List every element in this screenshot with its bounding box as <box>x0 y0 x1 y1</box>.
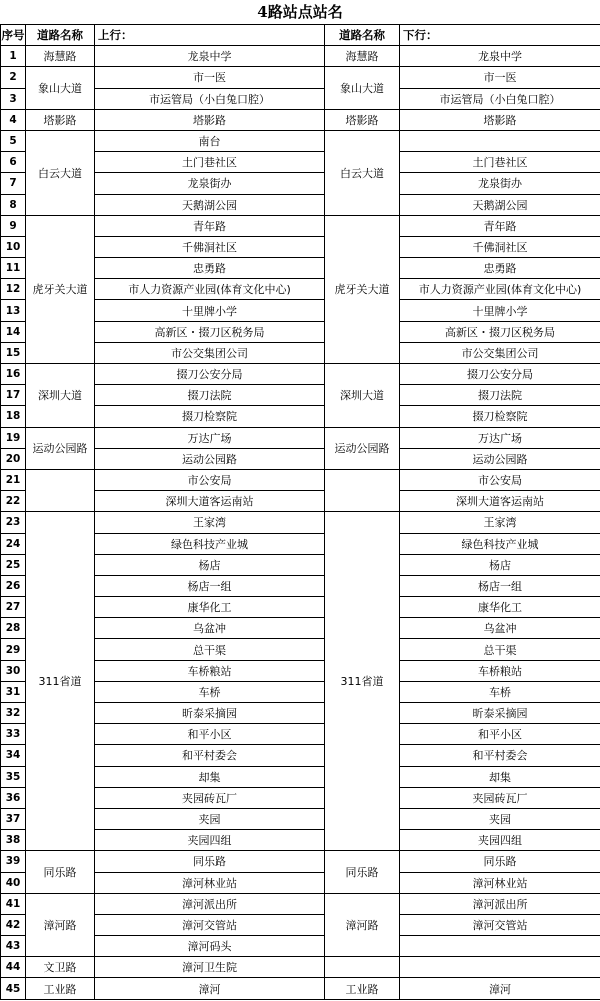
station-down: 掇刀法院 <box>400 385 600 406</box>
road-name-down: 同乐路 <box>325 851 400 893</box>
row-seq: 7 <box>1 173 26 194</box>
station-down: 市一医 <box>400 67 600 88</box>
station-down: 万达广场 <box>400 427 600 448</box>
station-down: 龙泉中学 <box>400 46 600 67</box>
road-name-down: 象山大道 <box>325 67 400 109</box>
station-down: 和平村委会 <box>400 745 600 766</box>
header-row <box>1 25 600 46</box>
row-seq: 41 <box>1 893 26 914</box>
station-up: 千佛洞社区 <box>95 236 325 257</box>
row-seq: 27 <box>1 597 26 618</box>
road-name-down: 深圳大道 <box>325 364 400 428</box>
row-seq: 18 <box>1 406 26 427</box>
station-up: 十里牌小学 <box>95 300 325 321</box>
row-seq: 34 <box>1 745 26 766</box>
row-seq: 22 <box>1 491 26 512</box>
row-seq: 11 <box>1 258 26 279</box>
station-down: 高新区・掇刀区税务局 <box>400 321 600 342</box>
station-up: 漳河派出所 <box>95 893 325 914</box>
table-row <box>1 215 600 236</box>
row-seq: 5 <box>1 130 26 151</box>
station-up: 杨店 <box>95 554 325 575</box>
station-down: 天鹅湖公园 <box>400 194 600 215</box>
header-down: 下行： <box>400 25 600 46</box>
road-name-down: 运动公园路 <box>325 427 400 469</box>
row-seq: 43 <box>1 936 26 957</box>
station-up: 市公安局 <box>95 469 325 490</box>
station-up: 运动公园路 <box>95 448 325 469</box>
road-name-down: 海慧路 <box>325 46 400 67</box>
road-name-down <box>325 957 400 978</box>
header-road-down: 道路名称 <box>325 25 400 46</box>
station-down: 掇刀检察院 <box>400 406 600 427</box>
station-down: 十里牌小学 <box>400 300 600 321</box>
station-down <box>400 957 600 978</box>
station-down: 市人力资源产业园(体育文化中心) <box>400 279 600 300</box>
table-row <box>1 67 600 88</box>
road-name-up: 象山大道 <box>26 67 95 109</box>
station-down: 却集 <box>400 766 600 787</box>
row-seq: 25 <box>1 554 26 575</box>
station-down: 龙泉街办 <box>400 173 600 194</box>
road-name-down: 漳河路 <box>325 893 400 957</box>
station-up: 掇刀法院 <box>95 385 325 406</box>
row-seq: 19 <box>1 427 26 448</box>
row-seq: 1 <box>1 46 26 67</box>
row-seq: 45 <box>1 978 26 999</box>
station-up: 龙泉中学 <box>95 46 325 67</box>
row-seq: 6 <box>1 152 26 173</box>
station-up: 龙泉街办 <box>95 173 325 194</box>
row-seq: 40 <box>1 872 26 893</box>
road-name-down: 311省道 <box>325 512 400 851</box>
station-up: 塔影路 <box>95 109 325 130</box>
station-up: 漳河交管站 <box>95 914 325 935</box>
station-down: 忠勇路 <box>400 258 600 279</box>
station-up: 和平小区 <box>95 724 325 745</box>
station-down: 深圳大道客运南站 <box>400 491 600 512</box>
station-down: 市公交集团公司 <box>400 342 600 363</box>
station-down: 漳河 <box>400 978 600 999</box>
station-up: 深圳大道客运南站 <box>95 491 325 512</box>
station-up: 忠勇路 <box>95 258 325 279</box>
station-down: 千佛洞社区 <box>400 236 600 257</box>
station-up: 车桥 <box>95 681 325 702</box>
station-up: 掇刀检察院 <box>95 406 325 427</box>
station-down: 漳河林业站 <box>400 872 600 893</box>
road-name-up: 虎牙关大道 <box>26 215 95 363</box>
road-name-up: 文卫路 <box>26 957 95 978</box>
station-up: 高新区・掇刀区税务局 <box>95 321 325 342</box>
station-down: 市运管局（小白兔口腔） <box>400 88 600 109</box>
station-down: 漳河交管站 <box>400 914 600 935</box>
road-name-up: 311省道 <box>26 512 95 851</box>
row-seq: 29 <box>1 639 26 660</box>
header-up: 上行： <box>95 25 325 46</box>
station-up: 夹园砖瓦厂 <box>95 787 325 808</box>
road-name-up: 海慧路 <box>26 46 95 67</box>
row-seq: 21 <box>1 469 26 490</box>
station-down: 车桥 <box>400 681 600 702</box>
table-row <box>1 512 600 533</box>
row-seq: 24 <box>1 533 26 554</box>
station-down: 运动公园路 <box>400 448 600 469</box>
road-name-down: 虎牙关大道 <box>325 215 400 363</box>
table-row <box>1 427 600 448</box>
station-down: 总干渠 <box>400 639 600 660</box>
row-seq: 3 <box>1 88 26 109</box>
row-seq: 30 <box>1 660 26 681</box>
table-row <box>1 109 600 130</box>
station-up: 总干渠 <box>95 639 325 660</box>
row-seq: 20 <box>1 448 26 469</box>
table-row <box>1 957 600 978</box>
row-seq: 26 <box>1 575 26 596</box>
row-seq: 42 <box>1 914 26 935</box>
station-up: 却集 <box>95 766 325 787</box>
station-down: 夹园 <box>400 808 600 829</box>
station-up: 掇刀公安分局 <box>95 364 325 385</box>
row-seq: 14 <box>1 321 26 342</box>
road-name-up: 漳河路 <box>26 893 95 957</box>
table-row <box>1 978 600 999</box>
station-down: 掇刀公安分局 <box>400 364 600 385</box>
road-name-down: 白云大道 <box>325 130 400 215</box>
station-up: 夹园 <box>95 808 325 829</box>
station-down: 车桥粮站 <box>400 660 600 681</box>
row-seq: 39 <box>1 851 26 872</box>
station-up: 漳河林业站 <box>95 872 325 893</box>
road-name-down: 塔影路 <box>325 109 400 130</box>
road-name-down: 工业路 <box>325 978 400 999</box>
station-down: 夹园四组 <box>400 830 600 851</box>
row-seq: 36 <box>1 787 26 808</box>
station-down: 杨店 <box>400 554 600 575</box>
table-row <box>1 364 600 385</box>
station-table <box>0 24 600 1000</box>
row-seq: 44 <box>1 957 26 978</box>
row-seq: 35 <box>1 766 26 787</box>
road-name-up <box>26 469 95 511</box>
row-seq: 12 <box>1 279 26 300</box>
row-seq: 9 <box>1 215 26 236</box>
station-up: 市一医 <box>95 67 325 88</box>
table-row <box>1 893 600 914</box>
road-name-up: 塔影路 <box>26 109 95 130</box>
station-up: 南台 <box>95 130 325 151</box>
station-up: 漳河码头 <box>95 936 325 957</box>
station-up: 土门巷社区 <box>95 152 325 173</box>
station-up: 王家湾 <box>95 512 325 533</box>
station-up: 乌盆冲 <box>95 618 325 639</box>
station-down: 塔影路 <box>400 109 600 130</box>
table-row <box>1 469 600 490</box>
station-down: 漳河派出所 <box>400 893 600 914</box>
station-up: 和平村委会 <box>95 745 325 766</box>
station-down: 夹园砖瓦厂 <box>400 787 600 808</box>
station-up: 市人力资源产业园(体育文化中心) <box>95 279 325 300</box>
road-name-up: 同乐路 <box>26 851 95 893</box>
row-seq: 8 <box>1 194 26 215</box>
road-name-up: 白云大道 <box>26 130 95 215</box>
row-seq: 16 <box>1 364 26 385</box>
road-name-up: 运动公园路 <box>26 427 95 469</box>
road-name-up: 工业路 <box>26 978 95 999</box>
row-seq: 31 <box>1 681 26 702</box>
station-up: 绿色科技产业城 <box>95 533 325 554</box>
row-seq: 13 <box>1 300 26 321</box>
station-up: 杨店一组 <box>95 575 325 596</box>
row-seq: 32 <box>1 703 26 724</box>
station-down: 昕泰采摘园 <box>400 703 600 724</box>
page-title: 4路站点站名 <box>257 3 343 21</box>
row-seq: 4 <box>1 109 26 130</box>
station-down: 和平小区 <box>400 724 600 745</box>
row-seq: 23 <box>1 512 26 533</box>
row-seq: 15 <box>1 342 26 363</box>
station-up: 市运管局（小白兔口腔） <box>95 88 325 109</box>
road-name-up: 深圳大道 <box>26 364 95 428</box>
station-down <box>400 130 600 151</box>
station-up: 车桥粮站 <box>95 660 325 681</box>
table-row <box>1 46 600 67</box>
station-down: 乌盆冲 <box>400 618 600 639</box>
station-down: 土门巷社区 <box>400 152 600 173</box>
station-down: 绿色科技产业城 <box>400 533 600 554</box>
station-down: 市公安局 <box>400 469 600 490</box>
station-up: 市公交集团公司 <box>95 342 325 363</box>
station-down: 康华化工 <box>400 597 600 618</box>
road-name-down <box>325 469 400 511</box>
station-down: 同乐路 <box>400 851 600 872</box>
station-up: 漳河 <box>95 978 325 999</box>
station-up: 同乐路 <box>95 851 325 872</box>
station-up: 天鹅湖公园 <box>95 194 325 215</box>
row-seq: 38 <box>1 830 26 851</box>
station-up: 漳河卫生院 <box>95 957 325 978</box>
table-row <box>1 851 600 872</box>
row-seq: 17 <box>1 385 26 406</box>
station-up: 昕泰采摘园 <box>95 703 325 724</box>
station-up: 青年路 <box>95 215 325 236</box>
row-seq: 28 <box>1 618 26 639</box>
station-down: 王家湾 <box>400 512 600 533</box>
station-down <box>400 936 600 957</box>
table-row <box>1 130 600 151</box>
station-up: 万达广场 <box>95 427 325 448</box>
row-seq: 10 <box>1 236 26 257</box>
row-seq: 37 <box>1 808 26 829</box>
station-down: 杨店一组 <box>400 575 600 596</box>
header-road-up: 道路名称 <box>26 25 95 46</box>
row-seq: 2 <box>1 67 26 88</box>
header-seq: 序号 <box>1 25 26 46</box>
row-seq: 33 <box>1 724 26 745</box>
station-up: 夹园四组 <box>95 830 325 851</box>
station-up: 康华化工 <box>95 597 325 618</box>
station-down: 青年路 <box>400 215 600 236</box>
